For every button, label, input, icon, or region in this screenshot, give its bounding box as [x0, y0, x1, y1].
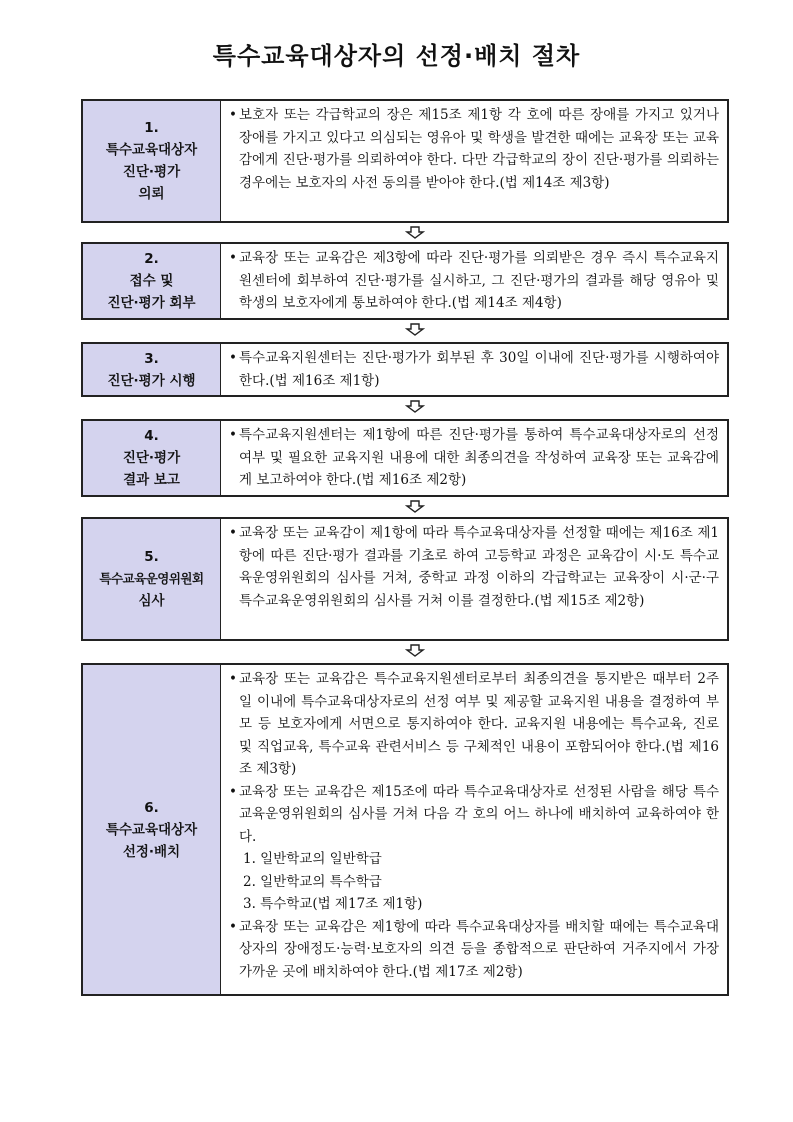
step-4-description: • 특수교육지원센터는 제1항에 따른 진단·평가를 통하여 특수교육대상자로의 선정 여부 및 필요한 교육지원 내용에 대한 최종의견을 작성하여 교육장 또는 교육감에게 보고하여야 한다.(법 제16조 제2항) [221, 421, 727, 495]
step-6-box [81, 663, 729, 996]
step-1-label: 1. 특수교육대상자 진단·평가 의뢰 [83, 101, 221, 221]
step-4-label: 4. 진단·평가 결과 보고 [83, 421, 221, 495]
list-item: 1. 일반학교의 일반학급 [243, 851, 382, 867]
bullet-marker: • [229, 783, 237, 800]
step-2-box [81, 242, 729, 320]
down-arrow-icon [405, 323, 425, 336]
bullet-marker: • [229, 427, 237, 443]
step-1-box [81, 99, 729, 223]
down-arrow-icon [405, 500, 425, 513]
step-6-label: 6. 특수교육대상자 선정·배치 [83, 665, 221, 994]
page-title: 특수교육대상자의 선정·배치 절차 [212, 42, 581, 70]
step-5-box [81, 517, 729, 641]
down-arrow-icon [405, 400, 425, 413]
step-5-label: 5. 특수교육운영위원회 심사 [83, 519, 221, 639]
bullet-marker: • [229, 918, 237, 935]
step-6-description: • 교육장 또는 교육감은 특수교육지원센터로부터 최종의견을 통지받은 때부터 2주일 이내에 특수교육대상자로의 선정 여부 및 제공할 교육지원 내용을 결정하여 부모 등 보호자에게 서면으로 통지하여야 한다. 교육지원 내용에는 특수교육, 진로 및 직업교육, 특수교육 관련서비스 등 구체적인 내용이 포함되어야 한다.(법 제16조 제3항) • 교육장 또는 교육감은 제15조에 따라 특수교육대상자로 선정된 사람을 해당 특수교육운영위원회의 심사를 거쳐 다음 각 호의 어느 하나에 배치하여 교육하여야 한다. 1. 일반학교의 일반학급 2. 일반학교의 특수학급 3. 특수학교(법 제17조 제1항) • 교육장 또는 교육감은 제1항에 따라 특수교육대상자를 배치할 때에는 특수교육대상자의 장애정도·능력·보호자의 의견 등을 종합적으로 판단하여 거주지에서 가장 가까운 곳에 배치하여야 한다.(법 제17조 제2항) [221, 665, 727, 994]
down-arrow-icon [405, 226, 425, 239]
bullet-marker: • [229, 671, 237, 687]
step-3-box [81, 342, 729, 397]
down-arrow-icon [405, 644, 425, 657]
bullet-marker: • [229, 107, 237, 123]
step-3-description: • 특수교육지원센터는 진단·평가가 회부된 후 30일 이내에 진단·평가를 시행하여야 한다.(법 제16조 제1항) [221, 344, 727, 395]
bullet-marker: • [229, 250, 237, 266]
step-2-label: 2. 접수 및 진단·평가 회부 [83, 244, 221, 318]
step-5-description: • 교육장 또는 교육감이 제1항에 따라 특수교육대상자를 선정할 때에는 제16조 제1항에 따른 진단·평가 결과를 기초로 하여 고등학교 과정은 교육감이 시·도 특수교육운영위원회의 심사를 거쳐, 중학교 과정 이하의 각급학교는 교육장이 시·군·구 특수교육운영위원회의 심사를 거쳐 이를 결정한다.(법 제15조 제2항) [221, 519, 727, 639]
list-item: 2. 일반학교의 특수학급 [243, 873, 382, 890]
step-2-description: • 교육장 또는 교육감은 제3항에 따라 진단·평가를 의뢰받은 경우 즉시 특수교육지원센터에 회부하여 진단·평가를 실시하고, 그 진단·평가의 결과를 해당 영유아 및 학생의 보호자에게 통보하여야 한다.(법 제14조 제4항) [221, 244, 727, 318]
step-1-description: • 보호자 또는 각급학교의 장은 제15조 제1항 각 호에 따른 장애를 가지고 있거나 장애를 가지고 있다고 의심되는 영유아 및 학생을 발견한 때에는 교육장 또는 교육감에게 진단·평가를 의뢰하여야 한다. 다만 각급학교의 장이 진단·평가를 의뢰하는 경우에는 보호자의 사전 동의를 받아야 한다.(법 제14조 제3항) [221, 101, 727, 221]
bullet-marker: • [229, 525, 237, 541]
step-4-box [81, 419, 729, 497]
step-3-label: 3. 진단·평가 시행 [83, 344, 221, 395]
bullet-marker: • [229, 350, 237, 366]
list-item: 3. 특수학교(법 제17조 제1항) [243, 896, 423, 912]
